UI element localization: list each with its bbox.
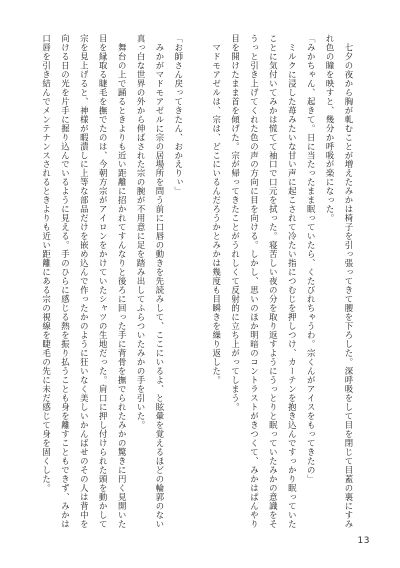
paragraph: みかがマドモアゼルに宗の居場所を問う前に口唇の動きを先読みして、ここにいるよ、と眩暈を覚えるほどの輪郭のない真っ白な世界の外から伸ばされた宗の腕が不用意に足を踏み出してふらついたみかの手を引いた。 <box>136 34 165 529</box>
paragraph: マドモアゼルは、宗は、どこにいるんだろうかとみかは幾度も目瞬きを繰り返した。 <box>211 34 222 385</box>
paragraph-spacer <box>188 34 207 534</box>
paragraph: 「みかちゃん、起きて。日に当たったまま眠っていたら、くたびれちゃうわ。宗くんがアイスをもってきたの」 <box>306 34 317 484</box>
paragraph: 七夕の夜から胸が軋むことが増えたみかは椅子を引っ張ってきて腰を下ろした。深呼吸をして目を閉じて目蓋の裏にすみれ色の瞳を映すと、幾分か呼吸が楽になった。 <box>325 34 354 529</box>
page-number: 13 <box>357 536 370 546</box>
paragraph: ミルクに浸した苺みたいな甘い声に起こされて冷たい指につむじを押しつけ、カーテンを抱き込んですっかり眠っていたことに気付いてみかは慌てて袖口で口元を拭った。寝苦しい夜の分を取り返すようにうっとりと眠っていたみかの意識をそうっと引き上げてくれた色の声の方向に目を向ける。しかし、思いのほか明暗のコントラストがきつくて、みかはぱんやり目を開けたまま首を傾げた。宗が帰ってきたことがうれしくて反射的に立ち上がってしまう。 <box>230 34 298 529</box>
vertical-text-body <box>28 34 358 534</box>
paragraph: 「お師さん戻ってきたん、おかえりぃ」 <box>173 34 184 196</box>
paragraph: 舞台の上で踊るときよりも近い距離に招かれてすんなりと後ろに回った手に背骨を撫でられたみかの驚きに円く見開いた目を縁取る睫毛を撫でたのは、今朝方宗がアイロンをかけていたシャツの生地だった。肩口に押し付けられた頭を動かして宗を見上げると、神様が暇潰しに上等な部品だけを嵌め込んで作ったかのように狂いなく美しいかんばせのその人は背中を向ける日の光を片手に握り込んでいるように見える。手のひらに感じる熱を振り払うことも身を離すこともできず、みかは口唇を引き結んでメンテナンスされるときよりも近い距離にある宗の視線を睫毛の先に未だ感じて身を固くした。 <box>41 34 128 529</box>
